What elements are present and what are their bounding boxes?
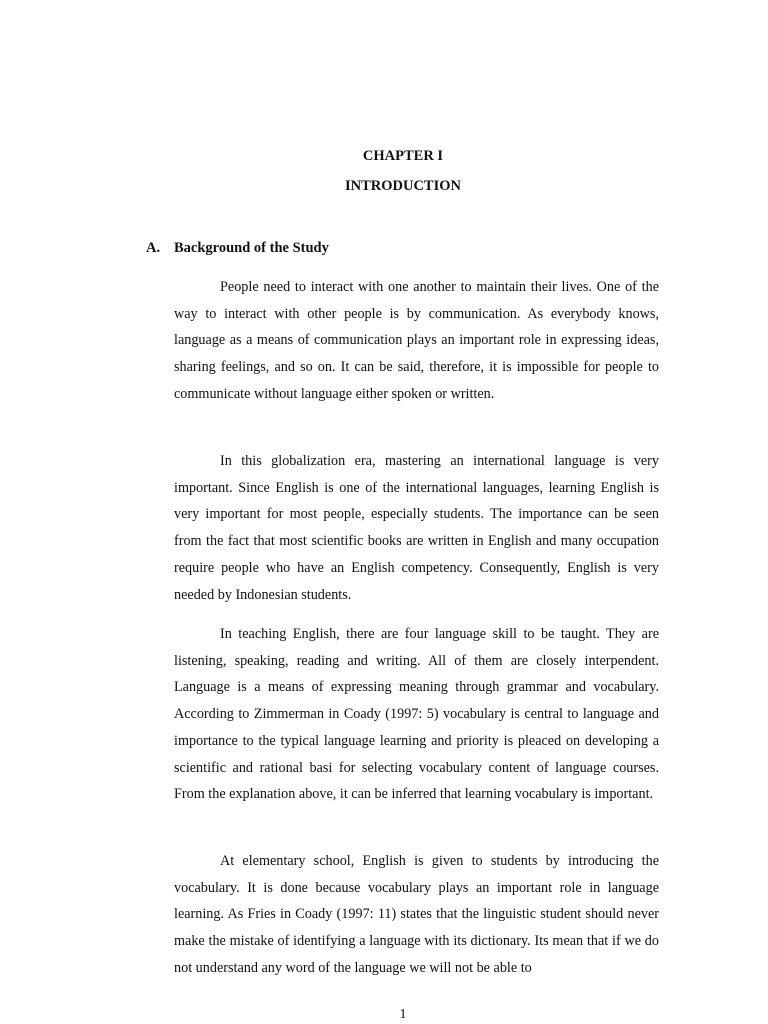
chapter-number: CHAPTER I bbox=[362, 148, 444, 164]
paragraph: In this globalization era, mastering an international language is very important. Since English is one of the international languages, learning English is very important for most people, especially students. The importance can be seen from the fact that most scientific books are written in English and many occupation require people who have an English competency. Consequently, English is very needed by Indonesian students. bbox=[174, 453, 659, 603]
section-title: Background of the Study bbox=[174, 240, 329, 256]
paragraph: People need to interact with one another to maintain their lives. One of the way to interact with other people is by communication. As everybody knows, language as a means of communication plays an important role in expressing ideas, sharing feelings, and so on. It can be said, therefore, it is impossible for people to communicate without language either spoken or written. bbox=[174, 279, 659, 402]
paragraph: At elementary school, English is given to students by introducing the vocabulary. It is done because vocabulary plays an important role in language learning. As Fries in Coady (1997: 11) states that the linguistic student should never make the mistake of identifying a language with its dictionary. Its mean that if we do not understand any word of the language we will not be able to bbox=[174, 853, 659, 976]
section-heading bbox=[146, 239, 329, 257]
page-number: 1 bbox=[399, 1007, 407, 1022]
chapter-title: INTRODUCTION bbox=[344, 178, 461, 194]
paragraph: In teaching English, there are four language skill to be taught. They are listening, speaking, reading and writing. All of them are closely interpendent. Language is a means of expressing meaning through grammar and vocabulary. According to Zimmerman in Coady (1997: 5) vocabulary is central to language and importance to the typical language learning and priority is pleaced on developing a scientific and rational basi for selecting vocabulary content of language courses. From the explanation above, it can be inferred that learning vocabulary is important. bbox=[174, 626, 659, 803]
section-letter: A. bbox=[146, 240, 161, 256]
